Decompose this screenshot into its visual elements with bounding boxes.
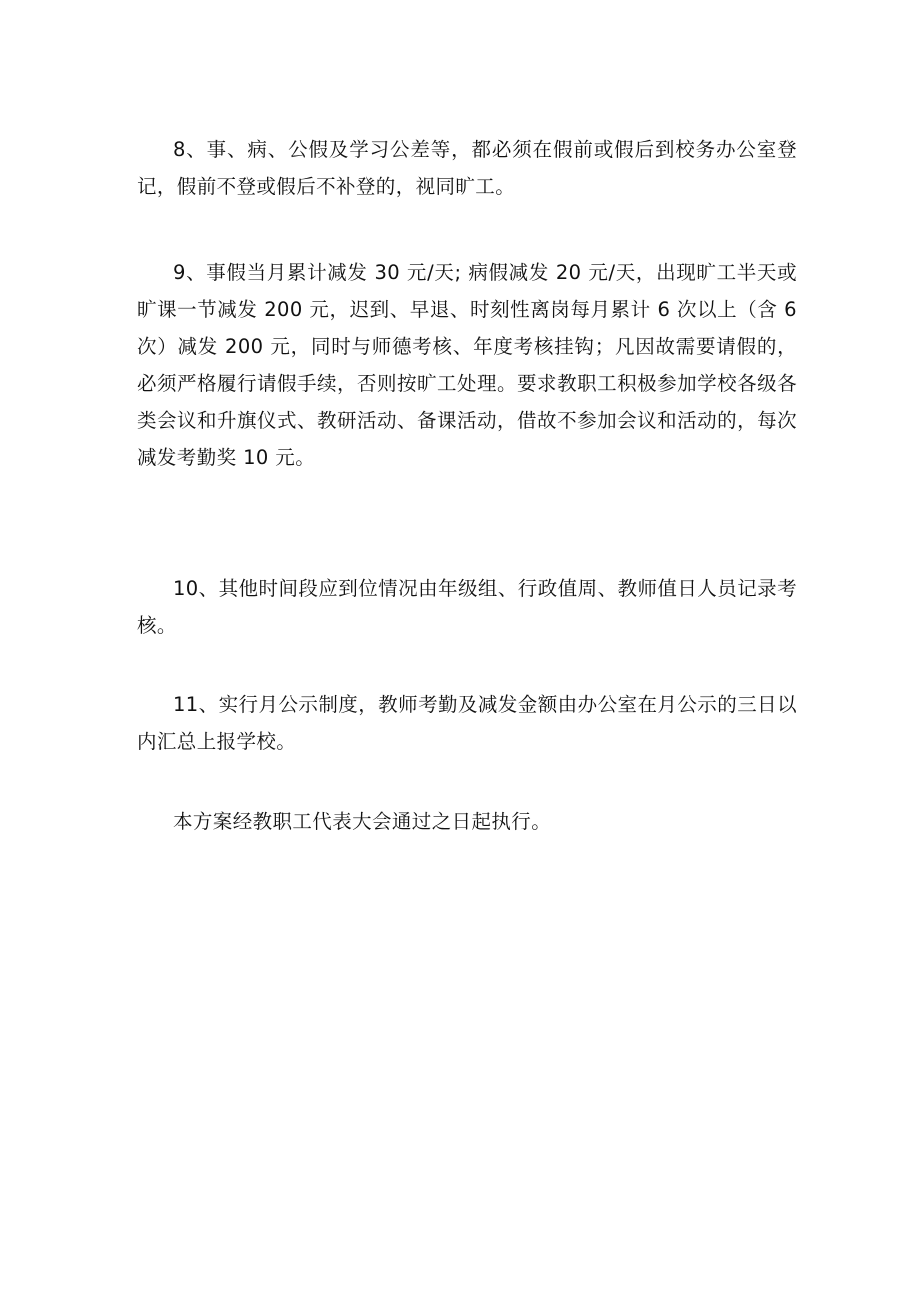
paragraph-rule-11: 11、实行月公示制度，教师考勤及减发金额由办公室在月公示的三日以内汇总上报学校。 xyxy=(137,693,797,753)
paragraph-rule-8: 8、事、病、公假及学习公差等，都必须在假前或假后到校务办公室登记，假前不登或假后不补登的，视同旷工。 xyxy=(137,138,797,198)
paragraph-rule-10: 10、其他时间段应到位情况由年级组、行政值周、教师值日人员记录考核。 xyxy=(137,577,797,637)
paragraph-rule-9: 9、事假当月累计减发 30 元/天; 病假减发 20 元/天，出现旷工半天或旷课一节减发 200 元，迟到、早退、时刻性离岗每月累计 6 次以上（含 6 次）减发 200 元，同时与师德考核、年度考核挂钩；凡因故需要请假的，必须严格履行请假手续，否则按旷工处理。要求教职工积极参加学校各级各类会议和升旗仪式、教研活动、备课活动，借故不参加会议和活动的，每次减发考勤奖 10 元。 xyxy=(137,261,797,469)
paragraph-effective-statement: 本方案经教职工代表大会通过之日起执行。 xyxy=(173,810,552,833)
